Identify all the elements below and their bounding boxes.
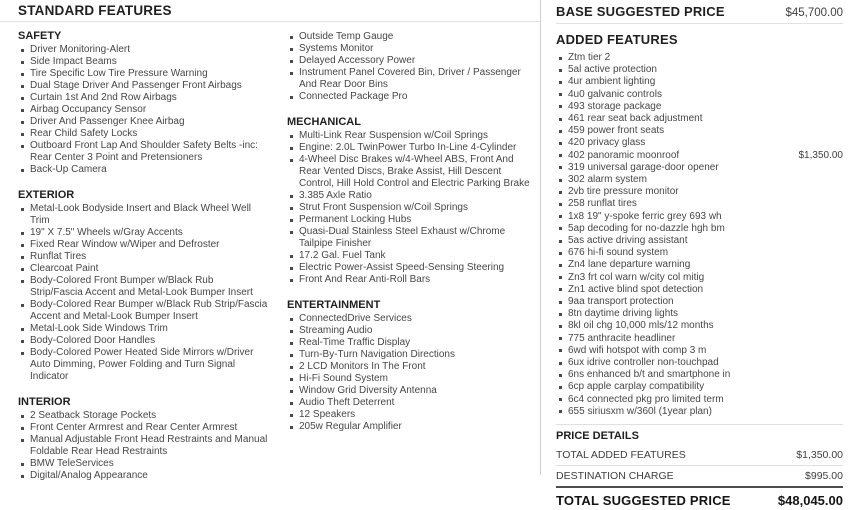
added-feature-item bbox=[556, 150, 843, 162]
section-heading: MECHANICAL bbox=[287, 116, 361, 128]
added-feature-label: 1x8 19" y-spoke ferric grey 693 wh bbox=[556, 211, 722, 223]
feature-item: 17.2 Gal. Fuel Tank bbox=[287, 250, 534, 262]
standard-features-columns bbox=[0, 22, 540, 482]
feature-item: Electric Power-Assist Speed-Sensing Steering bbox=[287, 262, 534, 274]
feature-item: Outboard Front Lap And Shoulder Safety Belts -inc: Rear Center 3 Point and Pretensioners bbox=[18, 140, 268, 164]
feature-list bbox=[18, 203, 268, 383]
feature-item: Tire Specific Low Tire Pressure Warning bbox=[18, 68, 268, 80]
feature-item: Systems Monitor bbox=[287, 43, 534, 55]
feature-item: Multi-Link Rear Suspension w/Coil Springs bbox=[287, 130, 534, 142]
added-feature-item bbox=[556, 357, 843, 369]
feature-item: Runflat Tires bbox=[18, 251, 268, 263]
feature-list bbox=[287, 130, 534, 286]
added-feature-label: 655 siriusxm w/360l (1year plan) bbox=[556, 406, 712, 418]
added-feature-item bbox=[556, 394, 843, 406]
added-feature-label: Zn1 active blind spot detection bbox=[556, 284, 703, 296]
feature-item: Body-Colored Rear Bumper w/Black Rub Strip/Fascia Accent and Metal-Look Bumper Insert bbox=[18, 299, 268, 323]
feature-list bbox=[18, 410, 268, 482]
added-feature-label: 6ux idrive controller non-touchpad bbox=[556, 357, 719, 369]
added-feature-item bbox=[556, 369, 843, 381]
added-feature-item bbox=[556, 52, 843, 64]
added-feature-label: 5al active protection bbox=[556, 64, 657, 76]
added-feature-item bbox=[556, 406, 843, 418]
price-row-value: $1,350.00 bbox=[796, 449, 843, 462]
feature-item: Side Impact Beams bbox=[18, 56, 268, 68]
added-feature-label: 302 alarm system bbox=[556, 174, 647, 186]
price-row-label: TOTAL ADDED FEATURES bbox=[556, 449, 686, 462]
feature-item: 12 Speakers bbox=[287, 409, 534, 421]
feature-item: Body-Colored Power Heated Side Mirrors w/Driver Auto Dimming, Power Folding and Turn Signal Indicator bbox=[18, 347, 268, 383]
feature-item: Front Center Armrest and Rear Center Armrest bbox=[18, 422, 268, 434]
added-feature-item bbox=[556, 64, 843, 76]
added-feature-item bbox=[556, 381, 843, 393]
section-heading: EXTERIOR bbox=[18, 189, 75, 201]
added-feature-label: 6ns enhanced b/t and smartphone in bbox=[556, 369, 730, 381]
feature-item: Turn-By-Turn Navigation Directions bbox=[287, 349, 534, 361]
feature-list bbox=[287, 313, 534, 433]
total-suggested-price-value: $48,045.00 bbox=[777, 493, 843, 509]
feature-item: Clearcoat Paint bbox=[18, 263, 268, 275]
feature-item: Real-Time Traffic Display bbox=[287, 337, 534, 349]
feature-item: Front And Rear Anti-Roll Bars bbox=[287, 274, 534, 286]
feature-item: Body-Colored Front Bumper w/Black Rub Strip/Fascia Accent and Metal-Look Bumper Insert bbox=[18, 275, 268, 299]
feature-item: Metal-Look Bodyside Insert and Black Wheel Well Trim bbox=[18, 203, 268, 227]
added-feature-label: 676 hi-fi sound system bbox=[556, 247, 668, 259]
price-details-section bbox=[556, 424, 843, 510]
feature-item: Driver And Passenger Knee Airbag bbox=[18, 116, 268, 128]
feature-item: 4-Wheel Disc Brakes w/4-Wheel ABS, Front And Rear Vented Discs, Brake Assist, Hill Descent Control, Hill Hold Control and Electric Parking Brake bbox=[287, 154, 534, 190]
feature-item: Outside Temp Gauge bbox=[287, 31, 534, 43]
feature-item: Connected Package Pro bbox=[287, 91, 534, 103]
feature-list bbox=[287, 31, 534, 103]
added-features-list bbox=[556, 52, 843, 418]
feature-list bbox=[18, 44, 268, 176]
added-features-title: ADDED FEATURES bbox=[556, 32, 678, 47]
feature-item: Rear Child Safety Locks bbox=[18, 128, 268, 140]
feature-item: ConnectedDrive Services bbox=[287, 313, 534, 325]
price-row-label: DESTINATION CHARGE bbox=[556, 470, 674, 483]
price-row bbox=[556, 445, 843, 466]
added-feature-label: 4ur ambient lighting bbox=[556, 76, 655, 88]
base-price-value: $45,700.00 bbox=[785, 7, 843, 19]
feature-item: Hi-Fi Sound System bbox=[287, 373, 534, 385]
added-feature-item bbox=[556, 247, 843, 259]
feature-item: Streaming Audio bbox=[287, 325, 534, 337]
feature-item: Engine: 2.0L TwinPower Turbo In-Line 4-Cylinder bbox=[287, 142, 534, 154]
base-price-label: BASE SUGGESTED PRICE bbox=[556, 4, 725, 19]
feature-item: Delayed Accessory Power bbox=[287, 55, 534, 67]
section-heading: ENTERTAINMENT bbox=[287, 299, 381, 311]
added-feature-label: 775 anthracite headliner bbox=[556, 333, 675, 345]
added-feature-item bbox=[556, 223, 843, 235]
feature-item: Fixed Rear Window w/Wiper and Defroster bbox=[18, 239, 268, 251]
standard-features-title: STANDARD FEATURES bbox=[0, 0, 540, 22]
added-feature-label: 8tn daytime driving lights bbox=[556, 308, 678, 320]
feature-item: Window Grid Diversity Antenna bbox=[287, 385, 534, 397]
feature-item: 19" X 7.5" Wheels w/Gray Accents bbox=[18, 227, 268, 239]
added-feature-item bbox=[556, 235, 843, 247]
added-feature-label: 258 runflat tires bbox=[556, 198, 637, 210]
added-feature-item bbox=[556, 125, 843, 137]
feature-item: 3.385 Axle Ratio bbox=[287, 190, 534, 202]
added-feature-item bbox=[556, 345, 843, 357]
price-row-value: $995.00 bbox=[805, 470, 843, 483]
added-feature-item bbox=[556, 284, 843, 296]
base-price-row bbox=[556, 0, 843, 24]
added-feature-item bbox=[556, 137, 843, 149]
price-row bbox=[556, 466, 843, 488]
added-feature-label: 4u0 galvanic controls bbox=[556, 89, 662, 101]
added-feature-label: 459 power front seats bbox=[556, 125, 664, 137]
added-feature-item bbox=[556, 308, 843, 320]
feature-item: Permanent Locking Hubs bbox=[287, 214, 534, 226]
price-details-rows bbox=[556, 445, 843, 488]
pricing-panel bbox=[541, 0, 850, 509]
feature-item: 205w Regular Amplifier bbox=[287, 421, 534, 433]
added-feature-label: 6wd wifi hotspot with comp 3 m bbox=[556, 345, 706, 357]
added-feature-label: 8kl oil chg 10,000 mls/12 months bbox=[556, 320, 714, 332]
added-feature-label: 9aa transport protection bbox=[556, 296, 674, 308]
feature-item: Instrument Panel Covered Bin, Driver / Passenger And Rear Door Bins bbox=[287, 67, 534, 91]
added-feature-item bbox=[556, 89, 843, 101]
added-feature-label: 5as active driving assistant bbox=[556, 235, 688, 247]
added-feature-item bbox=[556, 101, 843, 113]
added-feature-item bbox=[556, 174, 843, 186]
feature-item: Metal-Look Side Windows Trim bbox=[18, 323, 268, 335]
feature-item: Dual Stage Driver And Passenger Front Airbags bbox=[18, 80, 268, 92]
total-suggested-price-row bbox=[556, 488, 843, 510]
total-suggested-price-label: TOTAL SUGGESTED PRICE bbox=[556, 493, 731, 509]
added-feature-label: Zn4 lane departure warning bbox=[556, 259, 690, 271]
added-feature-item bbox=[556, 162, 843, 174]
standard-features-column-1 bbox=[0, 22, 272, 482]
feature-item: 2 Seatback Storage Pockets bbox=[18, 410, 268, 422]
added-feature-item bbox=[556, 186, 843, 198]
feature-item: Back-Up Camera bbox=[18, 164, 268, 176]
added-feature-label: 2vb tire pressure monitor bbox=[556, 186, 679, 198]
added-feature-label: 420 privacy glass bbox=[556, 137, 645, 149]
added-feature-label: 6cp apple carplay compatibility bbox=[556, 381, 704, 393]
added-feature-label: 402 panoramic moonroof bbox=[556, 150, 679, 162]
added-feature-item bbox=[556, 76, 843, 88]
feature-item: Driver Monitoring-Alert bbox=[18, 44, 268, 56]
standard-features-column-2 bbox=[272, 22, 540, 482]
added-feature-item bbox=[556, 211, 843, 223]
feature-item: Strut Front Suspension w/Coil Springs bbox=[287, 202, 534, 214]
added-feature-label: 461 rear seat back adjustment bbox=[556, 113, 703, 125]
price-details-title: PRICE DETAILS bbox=[556, 430, 639, 443]
added-feature-label: 319 universal garage-door opener bbox=[556, 162, 719, 174]
feature-item: Audio Theft Deterrent bbox=[287, 397, 534, 409]
section-heading: SAFETY bbox=[18, 30, 62, 42]
added-feature-item bbox=[556, 320, 843, 332]
added-feature-item bbox=[556, 272, 843, 284]
added-feature-price: $1,350.00 bbox=[798, 149, 843, 161]
added-feature-label: 493 storage package bbox=[556, 101, 661, 113]
added-feature-label: Ztm tier 2 bbox=[556, 52, 610, 64]
section-heading: INTERIOR bbox=[18, 396, 71, 408]
feature-item: Body-Colored Door Handles bbox=[18, 335, 268, 347]
added-feature-item bbox=[556, 198, 843, 210]
feature-item: Quasi-Dual Stainless Steel Exhaust w/Chrome Tailpipe Finisher bbox=[287, 226, 534, 250]
added-feature-label: Zn3 frt col warn w/city col mitig bbox=[556, 272, 704, 284]
feature-item: Curtain 1st And 2nd Row Airbags bbox=[18, 92, 268, 104]
added-feature-item bbox=[556, 296, 843, 308]
added-feature-item bbox=[556, 259, 843, 271]
feature-item: Manual Adjustable Front Head Restraints and Manual Foldable Rear Head Restraints bbox=[18, 434, 268, 458]
added-feature-label: 5ap decoding for no-dazzle hgh bm bbox=[556, 223, 725, 235]
feature-item: BMW TeleServices bbox=[18, 458, 268, 470]
added-feature-item bbox=[556, 333, 843, 345]
feature-item: 2 LCD Monitors In The Front bbox=[287, 361, 534, 373]
added-feature-label: 6c4 connected pkg pro limited term bbox=[556, 394, 724, 406]
feature-item: Airbag Occupancy Sensor bbox=[18, 104, 268, 116]
feature-item: Digital/Analog Appearance bbox=[18, 470, 268, 482]
added-feature-item bbox=[556, 113, 843, 125]
